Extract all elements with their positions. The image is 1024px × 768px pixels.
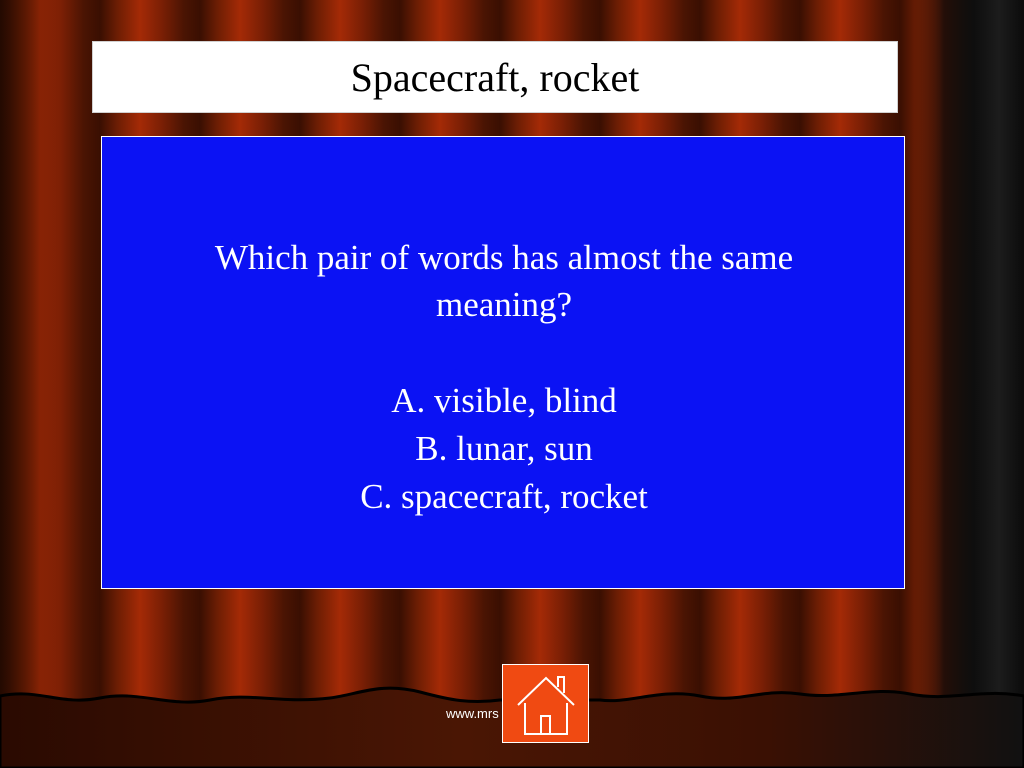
question-text: Which pair of words has almost the same meaning? <box>214 238 794 324</box>
curtain-right-drape <box>914 0 1024 768</box>
curtain-left-shade <box>0 0 60 768</box>
home-icon <box>503 665 590 744</box>
footer-url: www.mrs <box>446 706 499 721</box>
answer-options <box>102 377 906 521</box>
slide-title: Spacecraft, rocket <box>350 54 640 100</box>
question-box <box>101 136 905 589</box>
title-box <box>92 41 898 113</box>
option-a: A. visible, blind <box>391 381 617 420</box>
option-b: B. lunar, sun <box>415 429 593 468</box>
home-button[interactable] <box>502 664 589 743</box>
option-c: C. spacecraft, rocket <box>360 477 648 516</box>
